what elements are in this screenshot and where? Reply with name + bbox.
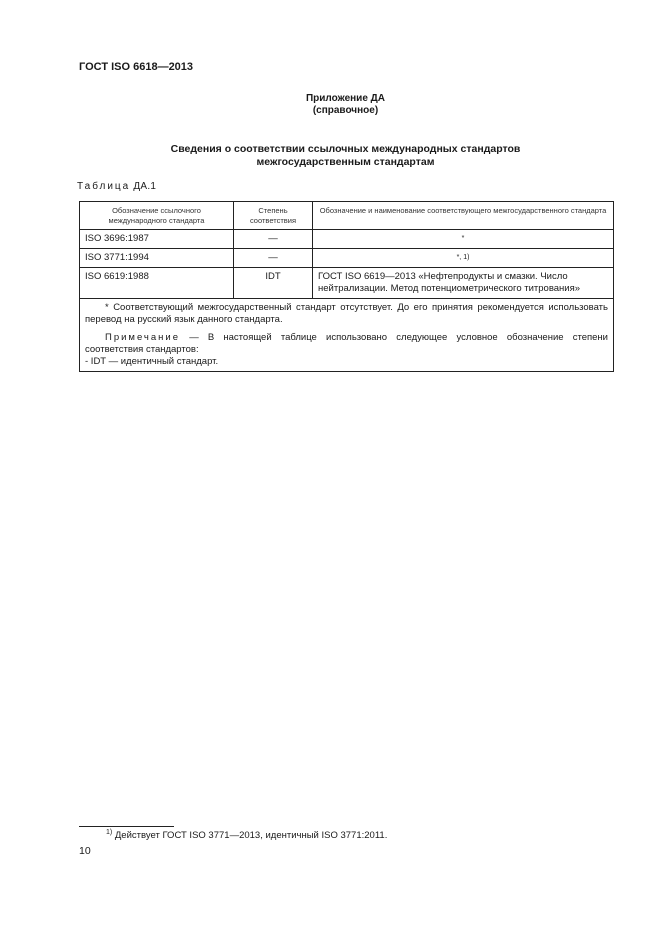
- remark-label: Примечание: [105, 332, 180, 343]
- cell-national: *, 1): [313, 249, 614, 268]
- section-title-line-1: Сведения о соответствии ссылочных международных стандартов: [170, 143, 521, 155]
- asterisk-note: * Соответствующий межгосударственный стандарт отсутствует. До его принятия рекомендуется использовать перевод на русский язык данного стандарта.: [85, 302, 608, 325]
- footnote-divider: [79, 826, 174, 827]
- cell-ref: ISO 3771:1994: [80, 249, 234, 268]
- page-number: 10: [79, 845, 91, 857]
- table-caption-id: ДА.1: [133, 181, 157, 192]
- table-row: [80, 268, 614, 299]
- annex-heading: [0, 93, 661, 117]
- header-degree: Степень соответствия: [234, 202, 313, 230]
- footnote: [106, 829, 387, 841]
- cell-national: ГОСТ ISO 6619—2013 «Нефтепродукты и смазки. Число нейтрализации. Метод потенциометрического титрования»: [313, 268, 614, 299]
- section-title-line-2: межгосударственным стандартам: [256, 156, 435, 168]
- document-header: ГОСТ ISO 6618—2013: [79, 61, 194, 73]
- table-row: [80, 249, 614, 268]
- cell-ref: ISO 6619:1988: [80, 268, 234, 299]
- annex-title: Приложение ДА: [305, 93, 386, 104]
- table-caption: [77, 181, 156, 192]
- table-row: [80, 230, 614, 249]
- table-caption-word: Таблица: [77, 181, 131, 192]
- table-notes-row: [80, 299, 614, 372]
- cell-degree: IDT: [234, 268, 313, 299]
- cell-degree: —: [234, 249, 313, 268]
- header-ref-standard: Обозначение ссылочного международного стандарта: [80, 202, 234, 230]
- cell-national: *: [313, 230, 614, 249]
- footnote-text: Действует ГОСТ ISO 3771—2013, идентичный ISO 3771:2011.: [114, 830, 388, 842]
- footnote-mark: 1): [106, 829, 113, 836]
- idt-definition: - IDT — идентичный стандарт.: [85, 356, 219, 367]
- remark-text: — В настоящей таблице использовано следующее условное обозначение степени соответствия стандартов:: [85, 332, 608, 355]
- correspondence-table: [79, 201, 614, 372]
- header-national-standard: Обозначение и наименование соответствующего межгосударственного стандарта: [313, 202, 614, 230]
- cell-degree: —: [234, 230, 313, 249]
- annex-type: (справочное): [312, 105, 379, 116]
- table-header-row: [80, 202, 614, 230]
- remark-note: [85, 332, 608, 356]
- section-title: [0, 143, 661, 169]
- cell-ref: ISO 3696:1987: [80, 230, 234, 249]
- table-notes: [80, 299, 614, 372]
